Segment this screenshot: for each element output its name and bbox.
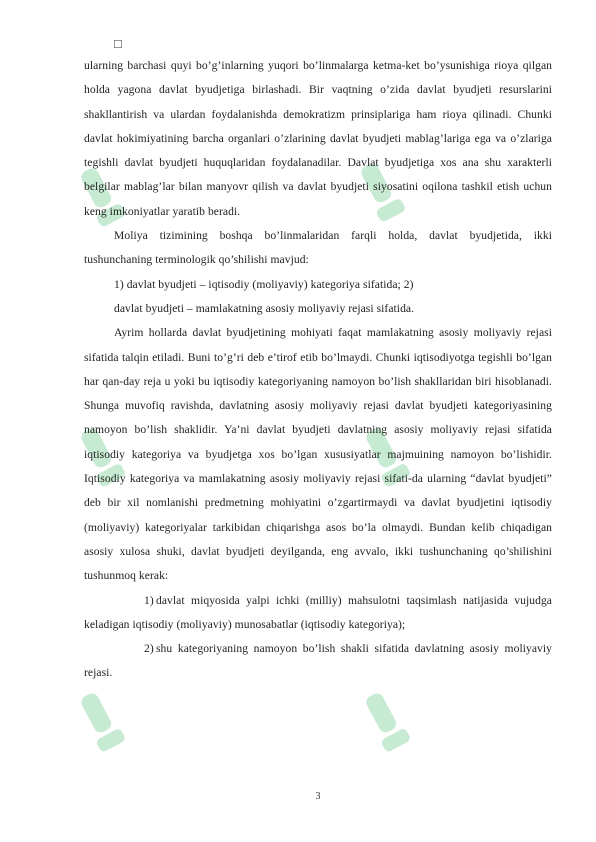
paragraph: Ayrim hollarda davlat byudjetining mohiyati faqat mamlakatning asosiy moliyaviy rejasi sifatida talqin etiladi. Buni to’g’ri deb e’tirof etib bo’lmaydi. Chunki iqtisodiyotga tegishli bo’lgan har qan-day reja u yoki bu iqtisodiy kategoriyaning namoyon bo’lish shakllaridan biri hisoblanadi. Shunga muvofiq ravishda, davlatning asosiy moliyaviy rejasi davlat byudjeti kategoriyasining namoyon bo’lish shaklidir. Ya’ni davlat byudjeti davlatning asosiy moliyaviy rejasi sifatida iqtisodiy kategoriya va byudjetga xos bo’lgan xususiyatlar majmuining namoyon bo’lishidir. Iqtisodiy kategoriya va mamlakatning asosiy moliyaviy rejasi sifati-da ularning “davlat byudjeti” deb bir xil nomlanishi predmetning mohiyatini o’zgartirmaydi va davlat byudjetini iqtisodiy (moliyaviy) kategoriyalar tarkibidan chiqarishga asos bo’la olmaydi. Bundan kelib chiqadigan asosiy xulosa shuki, davlat byudjeti deyilganda, eng avvalo, ikki tushunchaning qo’shilishini tushunmoq kerak: [84, 326, 552, 583]
placeholder-glyph-icon: □ [114, 36, 122, 51]
page-number: 3 [315, 791, 321, 802]
list-item [84, 589, 552, 638]
list-item-text: davlat miqyosida yalpi ichki (milliy) mahsulotni taqsimlash natijasida vujudga keladigan iqtisodiy (moliyaviy) munosabatlar (iqtisodiy kategoriya); [84, 593, 552, 631]
list-item-number: 1) [144, 593, 154, 607]
list-item-text: shu kategoriyaning namoyon bo’lish shakli sifatida davlatning asosiy moliyaviy rejasi. [84, 642, 552, 680]
paragraph: Moliya tizimining boshqa bo’linmalaridan farqli holda, davlat byudjetida, ikki tushunchaning terminologik qo’shilishi mavjud: [84, 229, 552, 267]
document-page [84, 34, 552, 686]
list-item-number: 2) [144, 642, 154, 656]
paragraph: ularning barchasi quyi bo’g’inlarning yuqori bo’linmalarga ketma-ket bo’ysunishiga rioya qilgan holda yagona davlat byudjetiga birlashadi. Bir vaqtning o’zida davlat byudjeti resurslarini shakllantirish va ulardan foydalanishda demokratizm prinsiplariga ham rioya qilinadi. Chunki davlat hokimiyatining barcha organlari o’zlarining davlat byudjeti mablag’lariga ega va o’zlariga tegishli davlat byudjeti huquqlaridan foydalanadilar. Davlat byudjetiga xos ana shu xarakterli belgilar mablag’lar bilan manyovr qilish va davlat byudjeti siyosatini oqilona tashkil etish uchun keng imkoniyatlar yaratib beradi. [84, 59, 552, 218]
paragraph: davlat byudjeti – mamlakatning asosiy moliyaviy rejasi sifatida. [114, 301, 415, 315]
paragraph: 1) davlat byudjeti – iqtisodiy (moliyaviy) kategoriya sifatida; 2) [114, 277, 414, 291]
list-item [84, 637, 552, 686]
